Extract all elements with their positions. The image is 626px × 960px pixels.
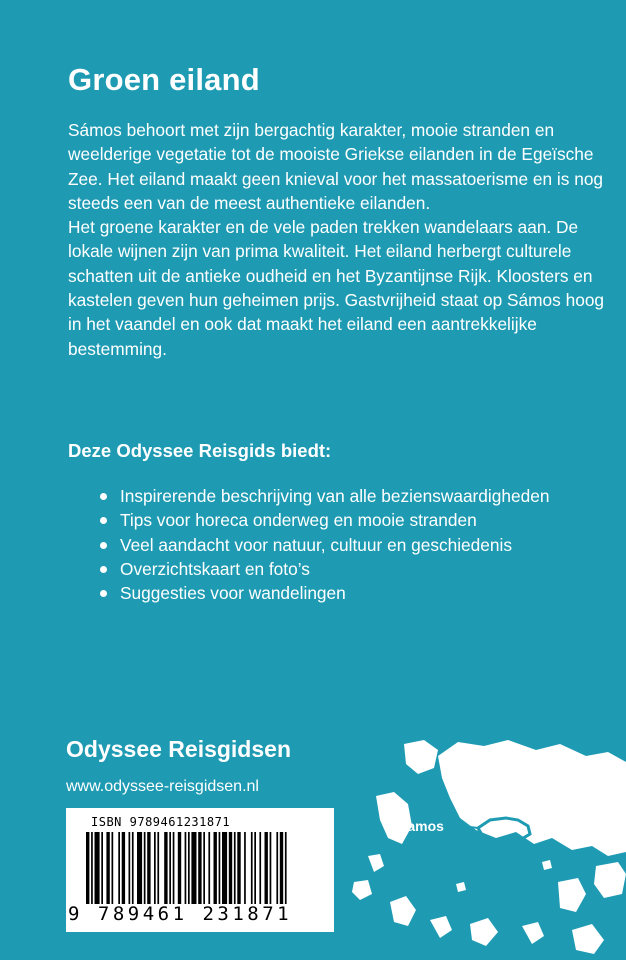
- barcode-bar: [237, 832, 240, 904]
- page-title: Groen eiland: [68, 62, 260, 97]
- barcode-bar: [164, 832, 167, 904]
- map-graphic: [346, 734, 626, 960]
- barcode-bar: [254, 832, 256, 904]
- publisher-name: Odyssee Reisgidsen: [66, 736, 291, 762]
- barcode: [66, 808, 334, 932]
- barcode-bar: [147, 832, 150, 904]
- barcode-bar: [229, 832, 232, 904]
- barcode-bar: [208, 832, 210, 904]
- barcode-bar: [132, 832, 134, 904]
- isbn-label: ISBN 9789461231871: [91, 815, 231, 829]
- list-item-text: Inspirerende beschrijving van alle bezienswaardigheden: [120, 486, 550, 506]
- barcode-digits: 9 789461 231871: [68, 903, 293, 925]
- barcode-bar: [244, 832, 246, 904]
- barcode-bar: [101, 832, 103, 904]
- barcode-bar: [214, 832, 217, 904]
- barcode-bar: [91, 832, 93, 904]
- barcode-bar: [137, 832, 142, 904]
- description-paragraph: Het groene karakter en de vele paden trekken wandelaars aan. De lokale wijnen zijn van prima kwaliteit. Het eiland herbergt culturele schatten uit de antieke oudheid en het Byzantijnse Rijk. Kloosters en kastelen geven hun geheimen prijs. Gastvrijheid staat op Sámos hoog in het vaandel en ook dat maakt het eiland een aantrekkelijke bestemming.: [68, 217, 605, 359]
- barcode-bar: [185, 832, 187, 904]
- map-landmass: [352, 740, 626, 954]
- barcode-bar: [122, 832, 125, 904]
- bullet-icon: [100, 493, 107, 500]
- barcode-bar: [106, 832, 109, 904]
- features-heading: Deze Odyssee Reisgids biedt:: [68, 440, 332, 461]
- barcode-bar: [178, 832, 181, 904]
- barcode-bar: [276, 832, 278, 904]
- list-item: [68, 581, 588, 605]
- barcode-bar: [112, 832, 114, 904]
- bullet-icon: [100, 566, 107, 573]
- list-item-text: Suggesties voor wandelingen: [120, 583, 346, 604]
- barcode-bar: [188, 832, 190, 904]
- barcode-bar: [198, 832, 201, 904]
- features-list: [68, 484, 588, 605]
- barcode-bar: [219, 832, 221, 904]
- list-item-text: Veel aandacht voor natuur, cultuur en geschiedenis: [120, 534, 512, 555]
- list-item: [68, 533, 588, 557]
- barcode-bar: [144, 832, 146, 904]
- barcode-bar: [169, 832, 171, 904]
- barcode-bar: [285, 832, 287, 904]
- barcode-bar: [251, 832, 253, 904]
- barcode-bar: [154, 832, 156, 904]
- description-paragraph: Sámos behoort met zijn bergachtig karakter, mooie stranden en weelderige vegetatie tot de mooiste Griekse eilanden in de Egeïsche Zee. Het eiland maakt geen knieval voor het massatoerisme en is nog steeds een van de meest authentieke eilanden.: [68, 120, 604, 213]
- website-url: www.odyssee-reisgidsen.nl: [66, 778, 259, 795]
- barcode-bar: [265, 832, 268, 904]
- barcode-bar: [259, 832, 261, 904]
- description: [68, 118, 608, 361]
- list-item: [68, 484, 588, 508]
- list-item: [68, 557, 588, 581]
- map-label: Samos: [398, 818, 444, 834]
- barcode-bar: [95, 832, 100, 904]
- list-item-text: Tips voor horeca onderweg en mooie stranden: [120, 510, 477, 531]
- barcode-bar: [173, 832, 175, 904]
- barcode-bar: [234, 832, 236, 904]
- barcode-bar: [157, 832, 159, 904]
- bullet-icon: [100, 542, 107, 549]
- barcode-bar: [191, 832, 196, 904]
- list-item: [68, 508, 588, 532]
- barcode-bar: [86, 832, 89, 904]
- barcode-bar: [222, 832, 227, 904]
- bullet-icon: [100, 517, 107, 524]
- barcode-bar: [118, 832, 120, 904]
- list-item-text: Overzichtskaart en foto’s: [120, 558, 310, 579]
- barcode-bar: [270, 832, 272, 904]
- bullet-icon: [100, 590, 107, 597]
- barcode-bar: [129, 832, 131, 904]
- barcode-bar: [203, 832, 205, 904]
- barcode-bar: [280, 832, 283, 904]
